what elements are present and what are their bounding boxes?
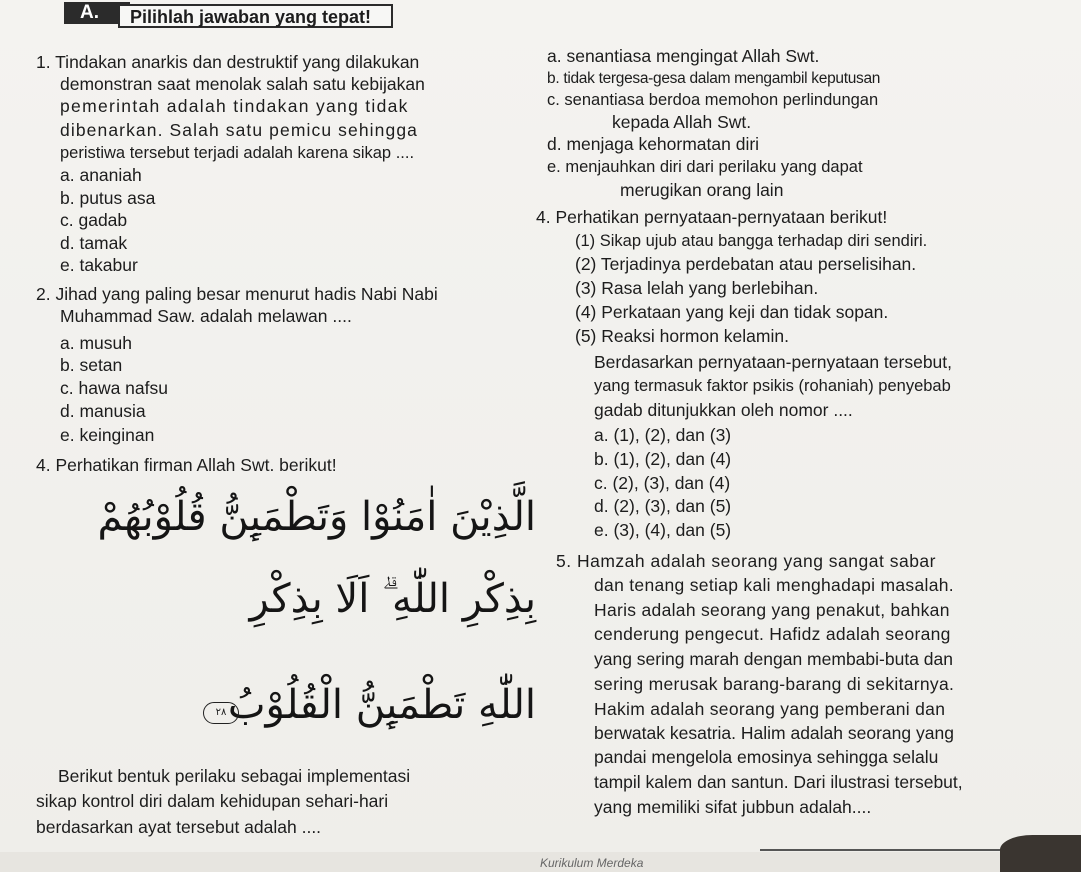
q1-option-e: e. takabur — [60, 255, 138, 275]
section-letter: A. — [64, 2, 130, 24]
r-q4-statement-5: (5) Reaksi hormon kelamin. — [575, 326, 789, 346]
q1-line-4: dibenarkan. Salah satu pemicu sehingga — [60, 120, 418, 140]
q1-option-d: d. tamak — [60, 233, 128, 253]
r-q4-line-1: 4. Perhatikan pernyataan-pernyataan berikut! — [536, 207, 888, 227]
q1-option-b: b. putus asa — [60, 188, 156, 208]
r-q4-question-1: Berdasarkan pernyataan-pernyataan tersebut, — [594, 352, 953, 372]
r-q1-option-b: b. tidak tergesa-gesa dalam mengambil keputusan — [547, 70, 881, 87]
q2-line-2: Muhammad Saw. adalah melawan .... — [60, 306, 352, 326]
r-q5-line-10: tampil kalem dan santun. Dari ilustrasi tersebut, — [594, 772, 963, 792]
q4-left-after-3: berdasarkan ayat tersebut adalah .... — [36, 817, 322, 837]
q4-left-after-1: Berikut bentuk perilaku sebagai implementasi — [58, 766, 411, 786]
r-q4-statement-4: (4) Perkataan yang keji dan tidak sopan. — [575, 302, 889, 322]
footer-curriculum-label: Kurikulum Merdeka — [540, 856, 644, 870]
r-q4-question-3: gadab ditunjukkan oleh nomor .... — [594, 400, 853, 420]
q2-option-c: c. hawa nafsu — [60, 378, 168, 398]
page-corner-shadow — [1000, 835, 1081, 872]
r-q4-statement-3: (3) Rasa lelah yang berlebihan. — [575, 278, 819, 298]
r-q5-line-3: Haris adalah seorang yang penakut, bahkan — [594, 600, 950, 620]
arabic-verse-line-2: بِذِكْرِ اللّٰهِ ۗ اَلَا بِذِكْرِ — [249, 576, 536, 622]
q2-line-1: 2. Jihad yang paling besar menurut hadis Nabi Nabi — [36, 284, 438, 304]
q1-line-2: demonstran saat menolak salah satu kebijakan — [60, 74, 425, 94]
r-q4-option-e: e. (3), (4), dan (5) — [594, 520, 732, 540]
q2-option-d: d. manusia — [60, 401, 146, 421]
r-q5-line-2: dan tenang setiap kali menghadapi masalah. — [594, 575, 954, 595]
q1-line-3: pemerintah adalah tindakan yang tidak — [60, 96, 409, 116]
r-q5-line-5: yang sering marah dengan membabi-buta dan — [594, 649, 953, 669]
r-q5-line-1: 5. Hamzah adalah seorang yang sangat sabar — [556, 551, 936, 571]
r-q1-option-e: e. menjauhkan diri dari perilaku yang dapat — [547, 158, 863, 176]
r-q4-question-2: yang termasuk faktor psikis (rohaniah) penyebab — [594, 377, 951, 395]
q2-option-b: b. setan — [60, 355, 123, 375]
r-q1-option-d: d. menjaga kehormatan diri — [547, 134, 760, 154]
r-q4-option-c: c. (2), (3), dan (4) — [594, 473, 731, 493]
r-q4-option-d: d. (2), (3), dan (5) — [594, 496, 732, 516]
q1-line-1: 1. Tindakan anarkis dan destruktif yang dilakukan — [36, 52, 420, 72]
r-q5-line-4: cenderung pengecut. Hafidz adalah seorang — [594, 624, 951, 644]
q4-left-intro: 4. Perhatikan firman Allah Swt. berikut! — [36, 455, 337, 475]
q4-left-after-2: sikap kontrol diri dalam kehidupan sehari-hari — [36, 791, 389, 811]
r-q1-option-c: c. senantiasa berdoa memohon perlindungan — [547, 91, 879, 109]
q2-option-e: e. keinginan — [60, 425, 155, 445]
r-q5-line-8: berwatak kesatria. Halim adalah seorang yang — [594, 723, 954, 743]
r-q1-option-e-cont: merugikan orang lain — [620, 180, 784, 200]
r-q4-statement-1: (1) Sikap ujub atau bangga terhadap diri sendiri. — [575, 232, 928, 250]
ayah-number-marker: ٢٨ — [203, 702, 239, 724]
r-q5-line-6: sering merusak barang-barang di sekitarnya. — [594, 674, 955, 694]
r-q5-line-7: Hakim adalah seorang yang pemberani dan — [594, 699, 946, 719]
r-q1-option-c-cont: kepada Allah Swt. — [612, 112, 752, 132]
q2-option-a: a. musuh — [60, 333, 132, 353]
r-q1-option-a: a. senantiasa mengingat Allah Swt. — [547, 46, 820, 66]
arabic-verse-line-3: اللّٰهِ تَطْمَىِٕنُّ الْقُلُوْبُ — [227, 682, 536, 728]
q1-option-a: a. ananiah — [60, 165, 142, 185]
r-q5-line-9: pandai mengelola emosinya sehingga selalu — [594, 747, 939, 767]
r-q4-option-b: b. (1), (2), dan (4) — [594, 449, 732, 469]
section-instruction: Pilihlah jawaban yang tepat! — [118, 4, 393, 28]
q1-option-c: c. gadab — [60, 210, 128, 230]
r-q4-statement-2: (2) Terjadinya perdebatan atau perselisihan. — [575, 254, 917, 274]
r-q4-option-a: a. (1), (2), dan (3) — [594, 425, 732, 445]
arabic-verse-line-1: الَّذِيْنَ اٰمَنُوْا وَتَطْمَىِٕنُّ قُلُوْبُهُمْ — [97, 494, 536, 540]
q1-line-5: peristiwa tersebut terjadi adalah karena sikap .... — [60, 144, 415, 162]
r-q5-line-11: yang memiliki sifat jubbun adalah.... — [594, 797, 872, 817]
